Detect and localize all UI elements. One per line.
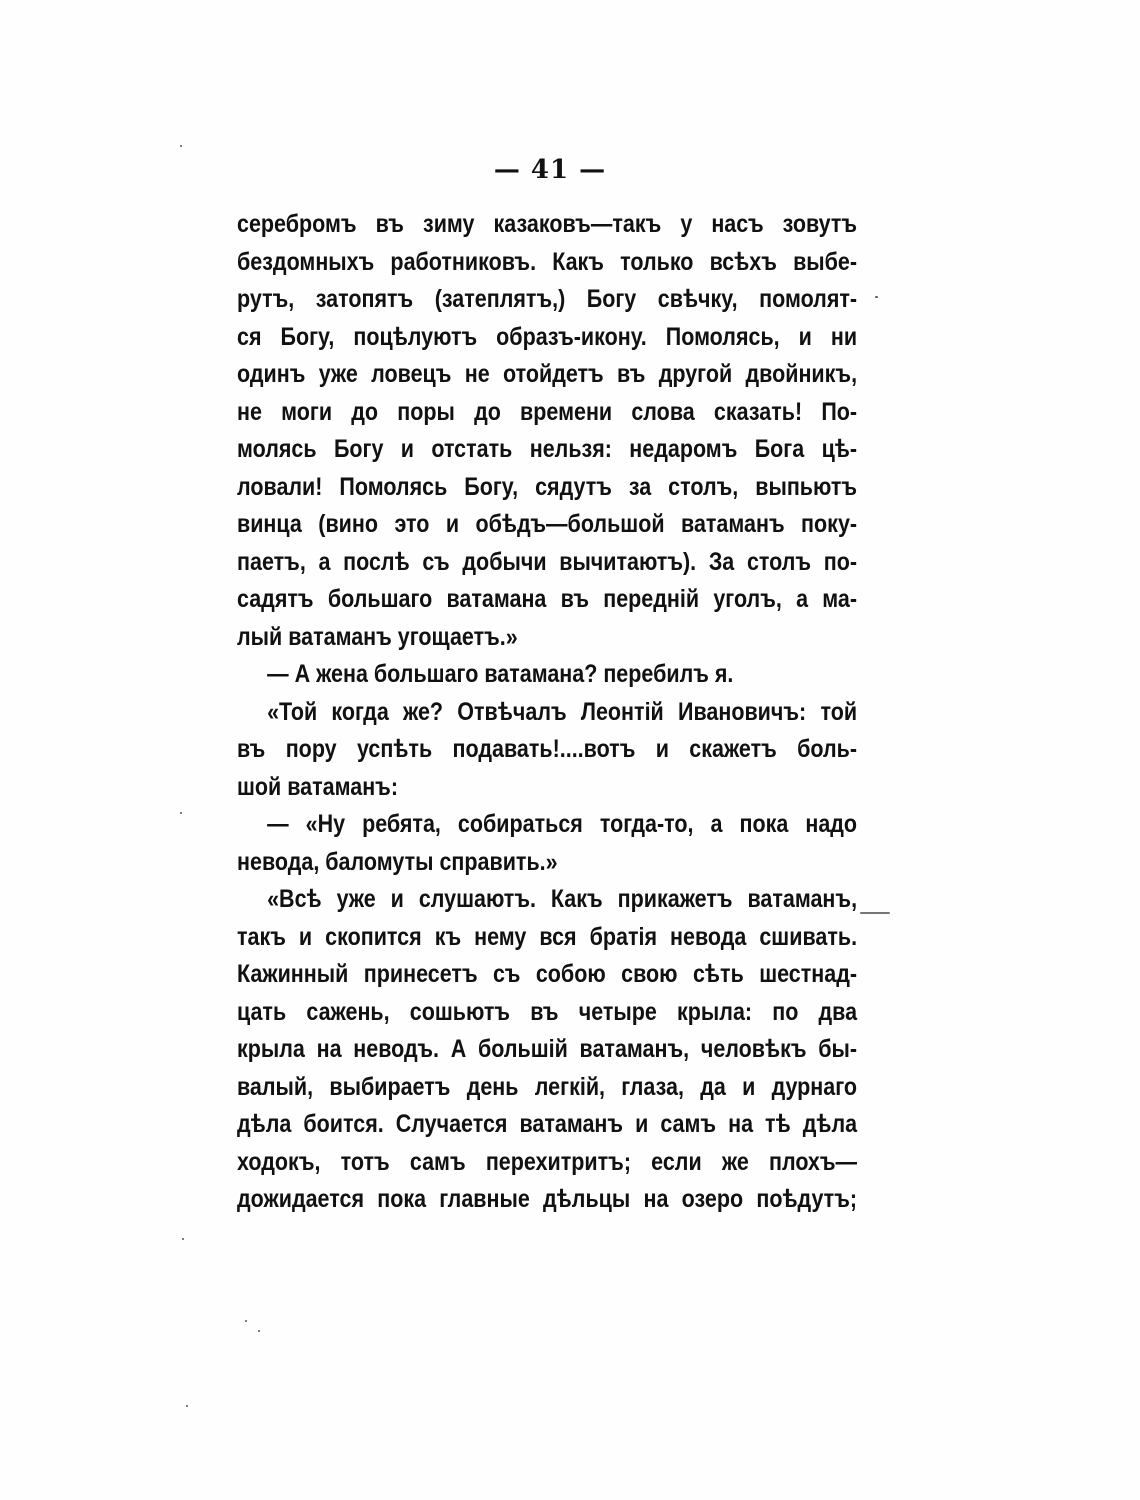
text-line: лый ватаманъ угощаетъ.» — [237, 622, 518, 651]
dialogue-line: — А жена большаго ватамана? перебилъ я. — [267, 660, 734, 688]
dialogue-line: — «Ну ребята, собираться тогда-то, а пока надо — [267, 810, 858, 838]
text-line: валый, выбираетъ день легкій, глаза, да и дурнаго — [237, 1072, 858, 1101]
text-line: Кажинный принесетъ съ собою свою сѣть шестнад- — [237, 960, 858, 988]
text-line: одинъ уже ловецъ не отойдетъ въ другой двойникъ, — [237, 360, 858, 388]
text-line: дожидается пока главные дѣльцы на озеро поѣдутъ; — [237, 1185, 858, 1213]
text-line: не моги до поры до времени слова сказать! По- — [237, 397, 858, 426]
text-line: ходокъ, тотъ самъ перехитритъ; если же плохъ— — [237, 1147, 858, 1176]
scan-speck — [180, 145, 182, 147]
text-line: винца (вино это и обѣдъ—большой ватаманъ поку- — [237, 510, 858, 538]
text-line: ловали! Помолясь Богу, сядутъ за столъ, выпьютъ — [237, 472, 858, 501]
scan-speck — [258, 1330, 260, 1332]
text-line: цать сажень, сошьютъ въ четыре крыла: по два — [237, 997, 858, 1026]
text-line: крыла на неводъ. А большій ватаманъ, человѣкъ бы- — [237, 1035, 858, 1063]
text-line: бездомныхъ работниковъ. Какъ только всѣхъ выбе- — [237, 247, 858, 276]
page-number: — 41 — — [493, 155, 607, 185]
text-line: серебромъ въ зиму казаковъ—такъ у насъ зовутъ — [237, 210, 858, 238]
scan-speck — [860, 912, 890, 914]
body-text — [237, 206, 857, 1219]
scan-speck — [875, 296, 878, 298]
scan-speck — [245, 1320, 247, 1322]
text-line: садятъ большаго ватамана въ передній уголъ, а ма- — [237, 585, 858, 613]
text-line: ся Богу, поцѣлуютъ образъ-икону. Помолясь, и ни — [237, 322, 858, 351]
text-line: невода, баломуты справить.» — [237, 847, 558, 876]
text-line: молясь Богу и отстать нельзя: недаромъ Бога цѣ- — [237, 435, 858, 463]
scan-speck — [180, 812, 182, 814]
text-line: дѣла боится. Случается ватаманъ и самъ на тѣ дѣла — [237, 1110, 858, 1138]
text-line: шой ватаманъ: — [237, 772, 399, 801]
text-line: такъ и скопится къ нему вся братія невода сшивать. — [237, 922, 858, 951]
scan-speck — [182, 1238, 184, 1240]
text-line: рутъ, затопятъ (затеплятъ,) Богу свѣчку, помолят- — [237, 285, 858, 313]
text-line: въ пору успѣть подавать!....вотъ и скажетъ боль- — [237, 735, 858, 763]
text-line: паетъ, а послѣ съ добычи вычитаютъ). За столъ по- — [237, 547, 858, 576]
paragraph-start-line: «Всѣ уже и слушаютъ. Какъ прикажетъ ватаманъ, — [267, 885, 858, 913]
paragraph-start-line: «Той когда же? Отвѣчалъ Леонтій Ивановичъ: той — [267, 697, 858, 726]
scan-speck — [186, 1405, 188, 1407]
